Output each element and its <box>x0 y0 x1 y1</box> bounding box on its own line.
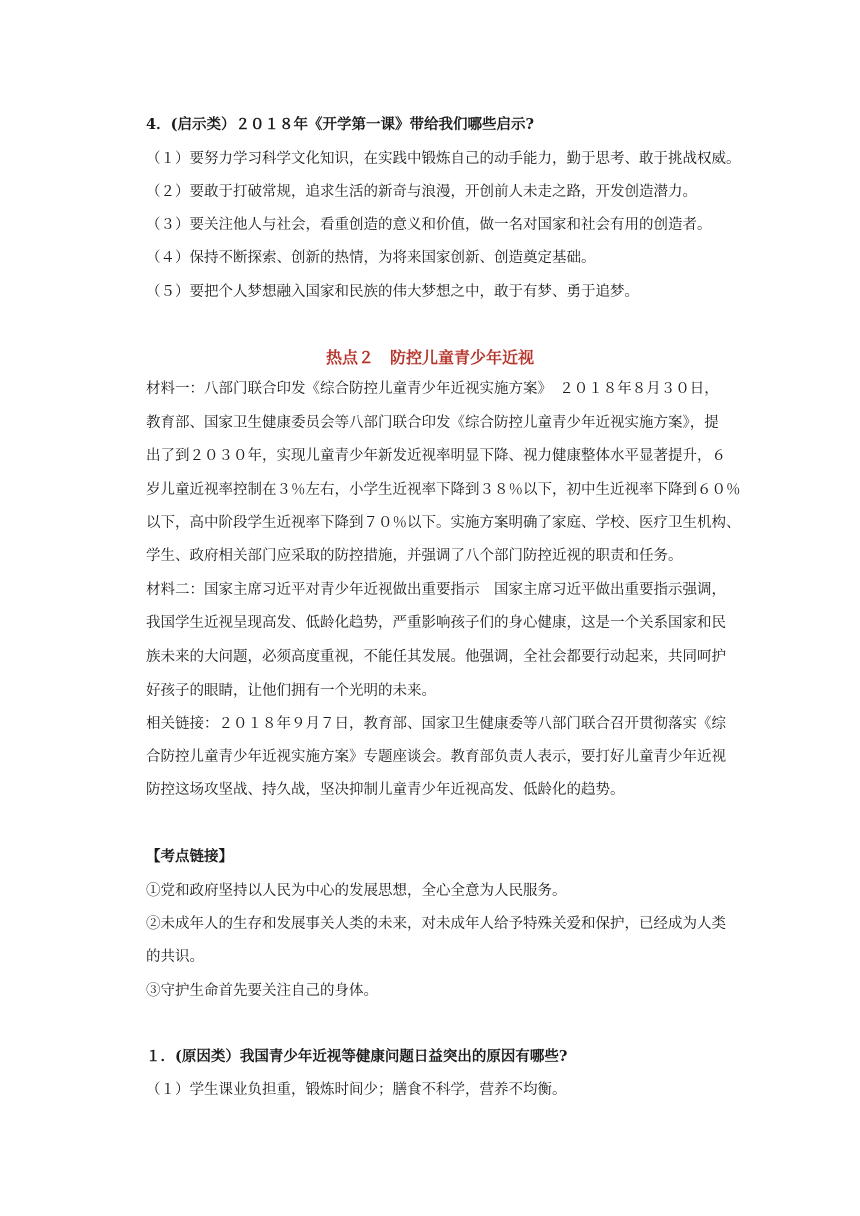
material-line: 好孩子的眼睛，让他们拥有一个光明的未来。 <box>146 683 436 699</box>
material-line: 材料二：国家主席习近平对青少年近视做出重要指示 国家主席习近平做出重要指示强调， <box>146 582 726 598</box>
material-line: 岁儿童近视率控制在３％左右，小学生近视率下降到３８％以下，初中生近视率下降到６０％ <box>146 482 741 498</box>
kaodian-line: ②未成年人的生存和发展事关人类的未来，对未成年人给予特殊关爱和保护，已经成为人类 <box>146 916 726 932</box>
hotspot-heading: 热点２ 防控儿童青少年近视 <box>325 348 534 367</box>
question-1-title: １．(原因类）我国青少年近视等健康问题日益突出的原因有哪些? <box>146 1048 568 1065</box>
material-line: 我国学生近视呈现高发、低龄化趋势，严重影响孩子们的身心健康，这是一个关系国家和民 <box>146 615 726 631</box>
material-line: 学生、政府相关部门应采取的防控措施，并强调了八个部门防控近视的职责和任务。 <box>146 548 683 564</box>
material-line: 出了到２０３０年，实现儿童青少年新发近视率明显下降、视力健康整体水平显著提升，６ <box>146 448 726 464</box>
question-1-item: （１）学生课业负担重，锻炼时间少；膳食不科学，营养不均衡。 <box>146 1082 567 1098</box>
question-4-item: （４）保持不断探索、创新的热情，为将来国家创新、创造奠定基础。 <box>146 250 596 266</box>
question-4-item: （１）要努力学习科学文化知识，在实践中锻炼自己的动手能力，勤于思考、敢于挑战权威。 <box>146 151 741 167</box>
material-line: 相关链接：２０１８年９月７日，教育部、国家卫生健康委等八部门联合召开贯彻落实《综 <box>146 716 726 732</box>
question-4-title: 4．(启示类）２０１８年《开学第一课》带给我们哪些启示? <box>146 116 534 133</box>
material-line: 合防控儿童青少年近视实施方案》专题座谈会。教育部负责人表示，要打好儿童青少年近视 <box>146 749 726 765</box>
kaodian-line: ③守护生命首先要关注自己的身体。 <box>146 983 378 999</box>
material-line: 防控这场攻坚战、持久战，坚决抑制儿童青少年近视高发、低龄化的趋势。 <box>146 782 625 798</box>
material-line: 以下，高中阶段学生近视率下降到７０％以下。实施方案明确了家庭、学校、医疗卫生机构、 <box>146 515 741 531</box>
question-4-item: （３）要关注他人与社会，看重创造的意义和价值，做一名对国家和社会有用的创造者。 <box>146 217 712 233</box>
question-4-item: （５）要把个人梦想融入国家和民族的伟大梦想之中，敢于有梦、勇于追梦。 <box>146 284 639 300</box>
material-line: 教育部、国家卫生健康委员会等八部门联合印发《综合防控儿童青少年近视实施方案》，提 <box>146 415 719 431</box>
material-line: 族未来的大问题，必须高度重视，不能任其发展。他强调，全社会都要行动起来，共同呵护 <box>146 649 726 665</box>
kaodian-line: 的共识。 <box>146 949 204 965</box>
kaodian-line: ①党和政府坚持以人民为中心的发展思想，全心全意为人民服务。 <box>146 883 567 899</box>
question-4-item: （２）要敢于打破常规，追求生活的新奇与浪漫，开创前人未走之路，开发创造潜力。 <box>146 184 697 200</box>
kaodian-heading: 【考点链接】 <box>146 848 233 865</box>
material-line: 材料一：八部门联合印发《综合防控儿童青少年近视实施方案》 ２０１８年８月３０日， <box>146 381 719 397</box>
